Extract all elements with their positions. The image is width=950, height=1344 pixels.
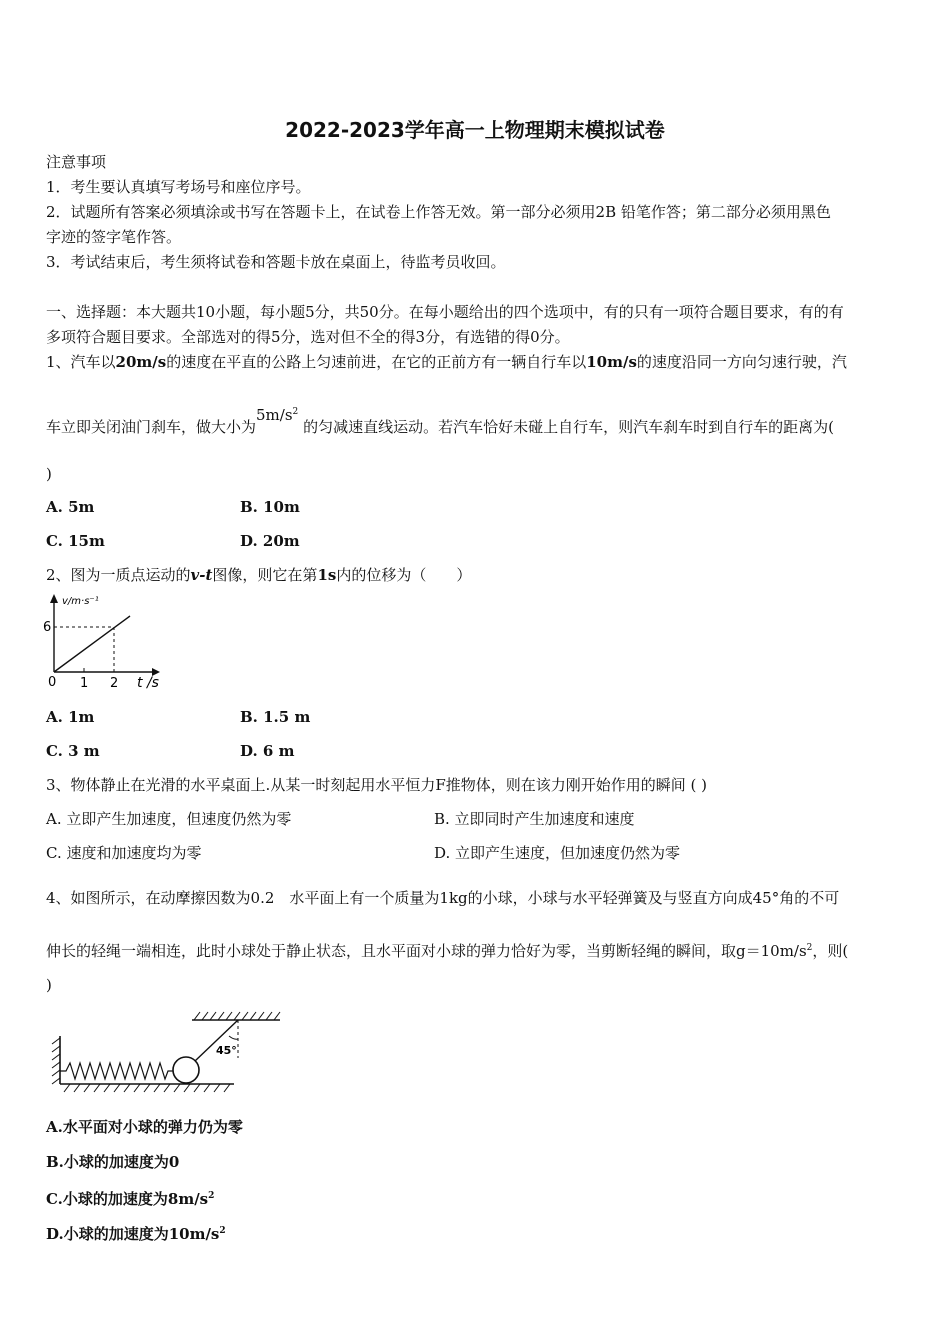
notice-heading: 注意事项 [46,153,107,171]
q4-stem-line1: 4、如图所示，在动摩擦因数为0.2 水平面上有一个质量为1kg的小球，小球与水平轻弹簧及与竖直方向成45°角的不可 [46,889,840,907]
x-tick-2: 2 [110,676,119,691]
notice-item-3: 3．考试结束后，考生须将试卷和答题卡放在桌面上，待监考员收回。 [46,253,506,271]
q1-stem-line3: ) [46,465,52,483]
vt-line [54,616,130,672]
q2-option-a[interactable]: A. 1m [46,708,95,726]
page-title: 2022-2023学年高一上物理期末模拟试卷 [285,118,665,142]
origin-label: 0 [48,675,57,690]
q4-stem-line2: 伸长的轻绳一端相连，此时小球处于静止状态，且水平面对小球的弹力恰好为零，当剪断轻绳的瞬间，取$g=10m/s^2$，则( [46,942,849,960]
q4-option-a[interactable]: A.水平面对小球的弹力仍为零 [46,1118,243,1136]
q2-stem: 2、图为一质点运动的v-t图像，则它在第1s内的位移为（ ） [46,566,472,584]
q1-option-c[interactable]: C. 15m [46,532,105,550]
q1-stem-line1: 1、汽车以20m/s的速度在平直的公路上匀速前进，在它的正前方有一辆自行车以10m/s的速度沿同一方向匀速行驶，汽 [46,353,847,371]
notice-item-2-cont: 字迹的签字笔作答。 [46,228,182,246]
q3-option-c[interactable]: C. 速度和加速度均为零 [46,844,202,862]
q3-option-a[interactable]: A. 立即产生加速度，但速度仍然为零 [46,810,292,828]
q1-option-d[interactable]: D. 20m [240,532,300,550]
q2-option-d[interactable]: D. 6 m [240,742,295,760]
section-instructions-1: 一、选择题：本大题共10小题，每小题5分，共50分。在每小题给出的四个选项中，有的只有一项符合题目要求，有的有 [46,303,844,321]
q1-option-b[interactable]: B. 10m [240,498,300,516]
q2-vt-graph [40,590,170,695]
q4-spring-diagram [48,1008,284,1096]
q3-option-d[interactable]: D. 立即产生速度，但加速度仍然为零 [434,844,681,862]
spring [60,1063,174,1079]
q1-formula: $5m/s^2$ [256,406,299,424]
q2-option-c[interactable]: C. 3 m [46,742,100,760]
x-tick-1: 1 [80,676,89,691]
y-axis-arrow [50,594,58,603]
q4-option-b[interactable]: B.小球的加速度为0 [46,1153,180,1171]
q2-option-b[interactable]: B. 1.5 m [240,708,311,726]
y-tick-label: 6 [43,620,52,635]
q3-stem: 3、物体静止在光滑的水平桌面上.从某一时刻起用水平恒力F推物体，则在该力刚开始作用的瞬间 ( ) [46,776,707,794]
angle-arc [229,1036,238,1039]
notice-item-2: 2．试题所有答案必须填涂或书写在答题卡上，在试卷上作答无效。第一部分必须用2B 铅笔作答；第二部分必须用黑色 [46,203,831,221]
q4-option-d[interactable]: D.小球的加速度为$10m/s^2$ [46,1225,226,1243]
q4-option-c[interactable]: C.小球的加速度为$8m/s^2$ [46,1190,215,1208]
notice-item-1: 1．考生要认真填写考场号和座位序号。 [46,178,311,196]
section-instructions-2: 多项符合题目要求。全部选对的得5分，选对但不全的得3分，有选错的得0分。 [46,328,570,346]
q3-option-b[interactable]: B. 立即同时产生加速度和速度 [434,810,635,828]
q4-stem-line3: ) [46,976,52,994]
x-axis-label: t /s [137,675,159,691]
q1-option-a[interactable]: A. 5m [46,498,95,516]
floor-hatch [64,1084,230,1092]
ceiling-hatch [194,1012,280,1020]
q1-stem-line2: 车立即关闭油门刹车，做大小为$5m/s^2$ 的匀减速直线运动。若汽车恰好未碰上自行车，则汽车刹车时到自行车的距离为( [46,406,834,436]
angle-label: 45° [216,1044,237,1057]
y-axis-label: v/m·s⁻¹ [62,596,99,607]
wall-hatch [52,1038,60,1084]
